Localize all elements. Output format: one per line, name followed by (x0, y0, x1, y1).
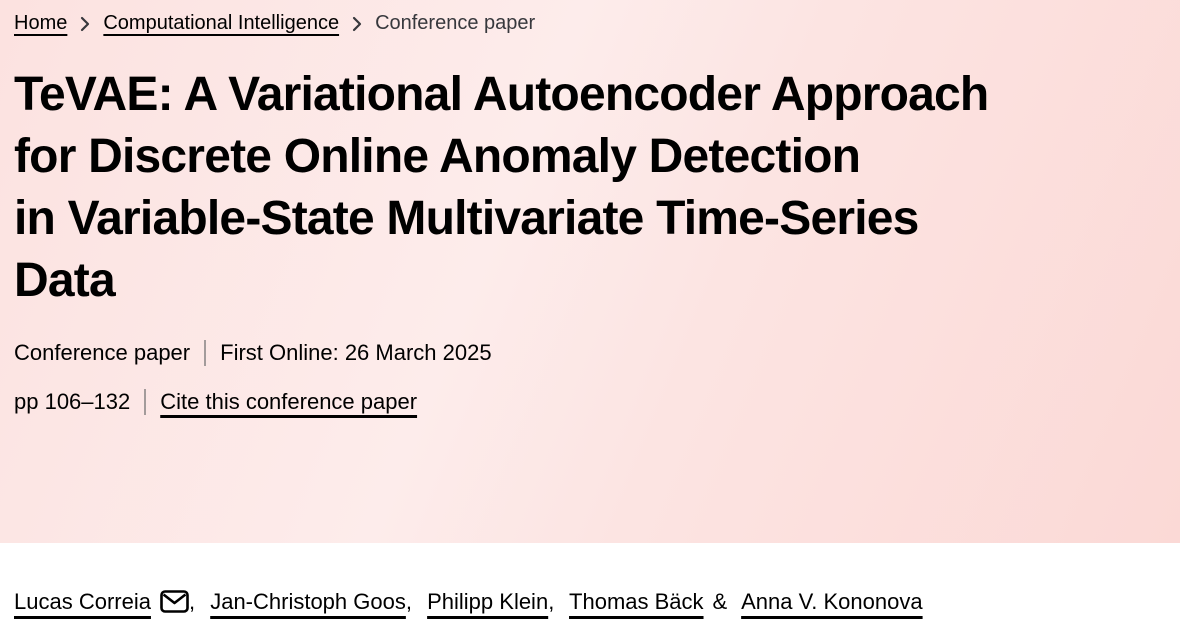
authors-section (0, 543, 1180, 621)
cite-paper-link[interactable]: Cite this conference paper (160, 389, 418, 414)
author-separator: , (405, 589, 412, 614)
vertical-divider (144, 389, 146, 415)
author-ampersand: & (712, 589, 728, 614)
first-online-label: First Online: 26 March 2025 (220, 340, 492, 365)
chevron-right-icon (80, 14, 90, 32)
breadcrumb-book-link[interactable]: Computational Intelligence (103, 12, 340, 34)
breadcrumb-current: Conference paper (375, 12, 536, 34)
page-title-line: in Variable-State Multivariate Time-Series (14, 192, 919, 245)
page-title-line: TeVAE: A Variational Autoencoder Approach (14, 68, 989, 121)
breadcrumb-home-link[interactable]: Home (14, 12, 68, 34)
pages-label: pp 106–132 (14, 389, 131, 414)
breadcrumb (14, 10, 1166, 36)
page-title-line: for Discrete Online Anomaly Detection (14, 130, 861, 183)
authors-line (14, 587, 1166, 621)
page-title (14, 64, 1166, 312)
meta-row-pages-cite (14, 388, 1166, 416)
meta-row-first-online (14, 339, 1166, 367)
vertical-divider (204, 340, 206, 366)
author-link-thomas-baeck[interactable]: Thomas Bäck (569, 589, 704, 614)
content-type-label: Conference paper (14, 340, 191, 365)
envelope-icon[interactable] (160, 590, 189, 621)
chevron-right-icon (352, 14, 362, 32)
author-separator: , (548, 589, 555, 614)
author-link-philipp-klein[interactable]: Philipp Klein (427, 589, 549, 614)
author-link-anna-kononova[interactable]: Anna V. Kononova (741, 589, 923, 614)
author-link-jan-christoph-goos[interactable]: Jan-Christoph Goos (210, 589, 406, 614)
author-link-lucas-correia[interactable]: Lucas Correia (14, 589, 151, 614)
page-title-line: Data (14, 254, 115, 307)
author-separator: , (188, 589, 196, 614)
